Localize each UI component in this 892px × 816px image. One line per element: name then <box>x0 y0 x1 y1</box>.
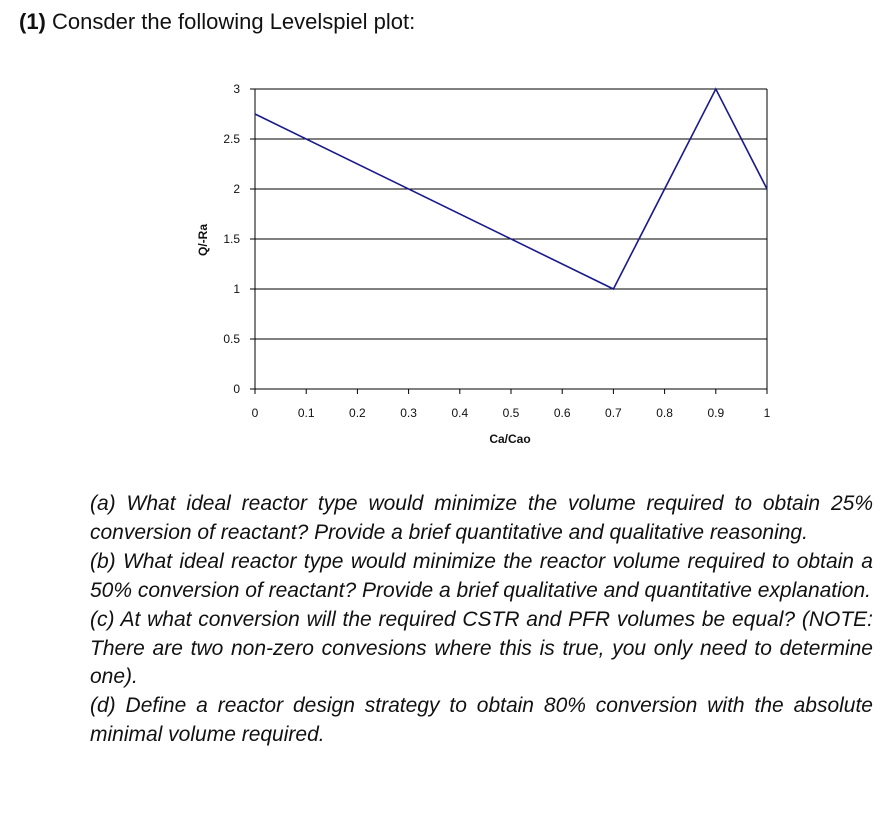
x-tick-label-0: 0 <box>251 406 259 420</box>
problem-number: (1) <box>19 9 46 34</box>
x-axis-label: Ca/Cao <box>489 432 531 446</box>
y-tick-label-3: 1.5 <box>223 232 240 246</box>
x-tick-label-3: 0.3 <box>400 406 417 420</box>
question-b: (b) What ideal reactor type would minimize the reactor volume required to obtain a 50% conversion of reactant? Provide a brief qualitative and quantitative explanation. <box>90 549 873 602</box>
question-c: (c) At what conversion will the required CSTR and PFR volumes be equal? (NOTE: There are two non-zero convesions where this is true, you only need to determine one). <box>90 607 873 689</box>
questions-block <box>90 490 873 750</box>
question-a: (a) What ideal reactor type would minimize the volume required to obtain 25% conversion of reactant? Provide a brief quantitative and qualitative reasoning. <box>90 492 873 544</box>
x-tick-label-8: 0.8 <box>656 406 673 420</box>
x-tick-label-4: 0.4 <box>451 406 469 420</box>
y-tick-label-2: 1 <box>233 282 240 296</box>
y-tick-label-4: 2 <box>233 182 240 196</box>
x-tick-label-9: 0.9 <box>707 406 725 420</box>
x-tick-label-2: 0.2 <box>349 406 366 420</box>
question-d: (d) Define a reactor design strategy to obtain 80% conversion with the absolute minimal volume required. <box>90 694 873 747</box>
y-axis-label: Q/-Ra <box>196 223 210 257</box>
x-tick-label-5: 0.5 <box>502 406 520 420</box>
x-tick-label-10: 1 <box>763 406 771 420</box>
x-tick-label-1: 0.1 <box>297 406 315 420</box>
y-tick-label-1: 0.5 <box>223 332 240 346</box>
y-tick-label-0: 0 <box>233 382 240 396</box>
chart-ticks <box>223 82 770 420</box>
y-tick-label-6: 3 <box>233 82 240 96</box>
x-tick-label-7: 0.7 <box>605 406 622 420</box>
x-tick-label-6: 0.6 <box>553 406 571 420</box>
problem-prompt: Consder the following Levelspiel plot: <box>52 9 416 34</box>
y-tick-label-5: 2.5 <box>223 132 240 146</box>
